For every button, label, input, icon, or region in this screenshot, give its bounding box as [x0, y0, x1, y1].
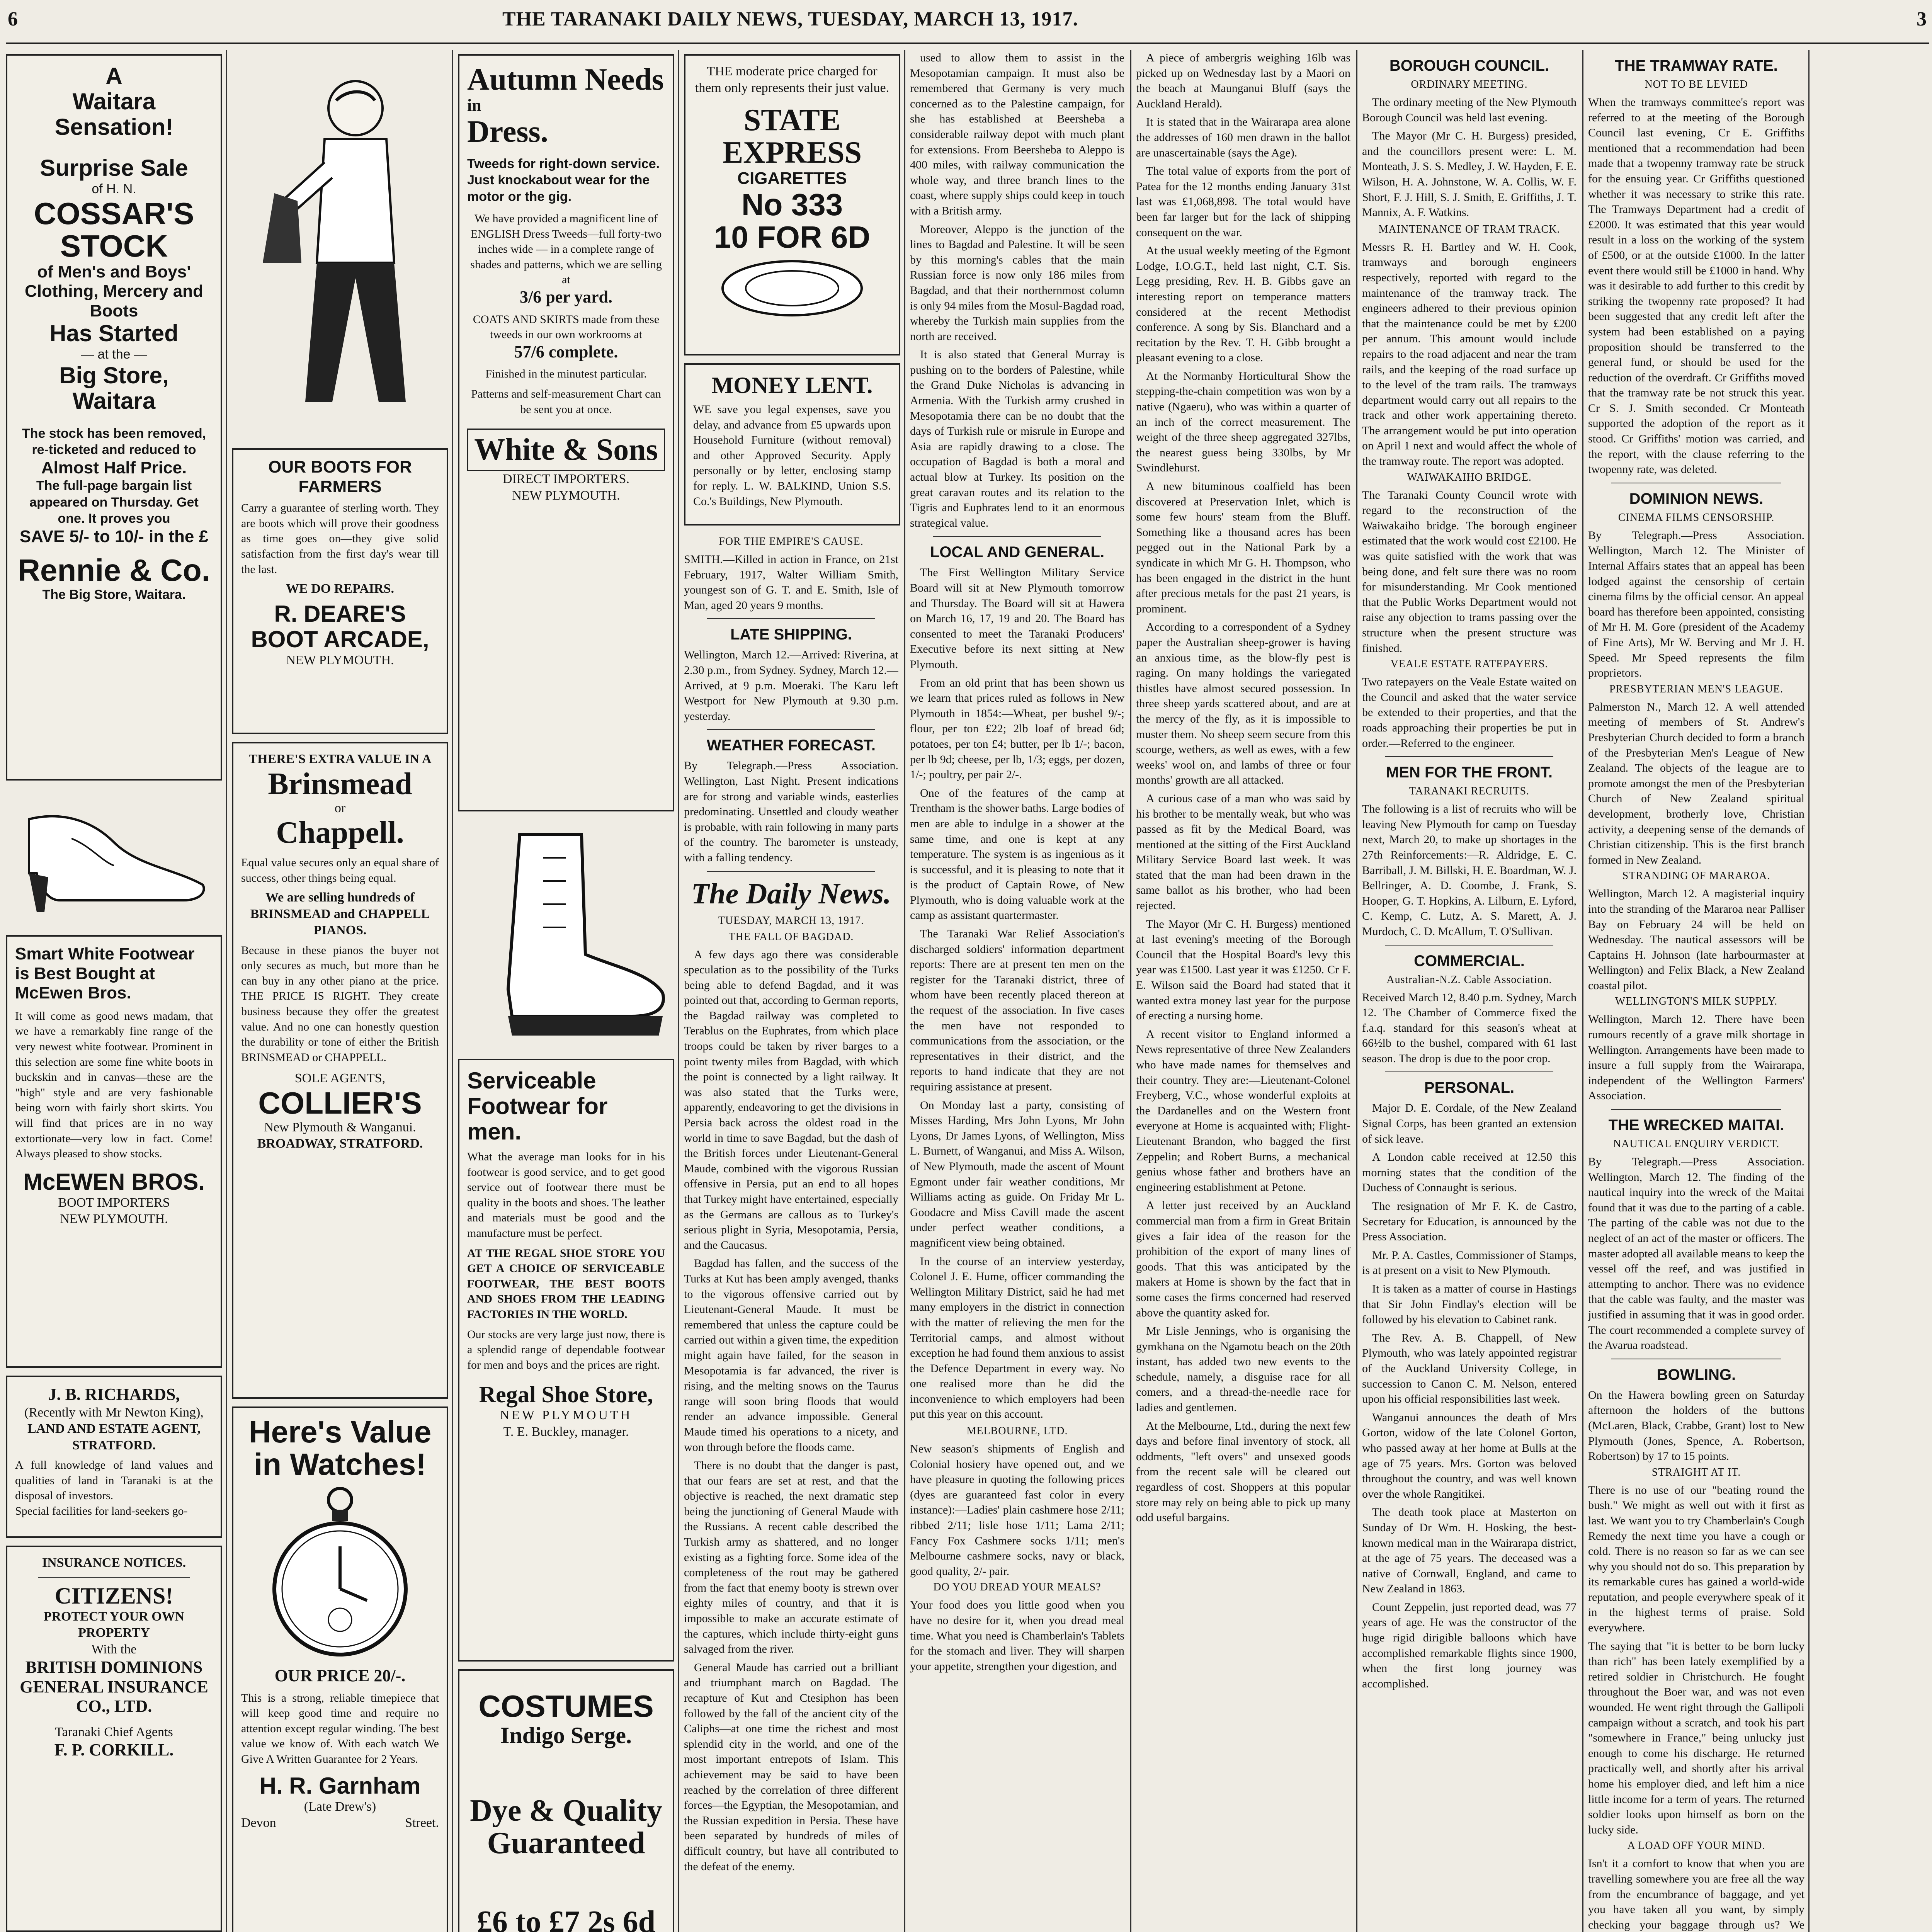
ad-title: Dress. — [467, 114, 548, 149]
column-rule — [678, 50, 679, 1932]
ad-line: BRITISH DOMINIONS GENERAL INSURANCE CO., LTD. — [20, 1658, 208, 1716]
ad-line: Guaranteed — [487, 1826, 645, 1860]
ad-line: A — [105, 63, 122, 89]
ad-body: What the average man looks for in his footwear is good service, and to get good service out of footwear there must be quality in the boots and shoes. The leather and materials must be good and the manufacture must be perfect. — [467, 1150, 665, 1240]
section-subtitle: TARANAKI RECRUITS. — [1409, 785, 1530, 798]
ad-line: The Big Store, Waitara. — [42, 587, 186, 602]
paragraph: A few days ago there was considerable speculation as to the possibility of the Turks being able to defend Bagdad, and it was pointed out that, according to German reports, the Bagdad railway was completed to Terablus on the Euphrates, from which place troops could be taken by river barges to a point twenty miles from Bagdad, with which the point is connected by a light railway. It was also stated that the Turks were, apparently, endeavoring to get the divisions in Persia back across the oldest road in the world in time to save Bagdad, but the dash of the British forces under Lieutenant-General Maude, combined with the vigorous Russian offensive in Persia, put an end to all hopes that Turkey might have entertained, especially as the Germans are callous as to Turkey's serious plight in Syria, Mesopotamia, Persia, and the Caucasus. — [684, 948, 898, 1252]
section-title: FOR THE EMPIRE'S CAUSE. — [719, 536, 864, 548]
section-subtitle: A LOAD OFF YOUR MIND. — [1627, 1840, 1765, 1852]
paragraph: On Monday last a party, consisting of Misses Harding, Mrs John Lyons, Mr John Lyons, Dr James Lyons, of Wellington, Miss L. Burnett, of Wanganui, and Miss A. Wilson, of New Plymouth, made the ascent of Mount Egmont under fair weather conditions, Mr Williams acting as guide. On Friday Mr L. Goodacre and Miss Cavill made the ascent under perfect weather conditions, a magnificent view being obtained. — [910, 1099, 1124, 1249]
column-rule — [1582, 50, 1583, 1932]
column-rule — [452, 50, 453, 1932]
paragraph: Two ratepayers on the Veale Estate waited on the Council and asked that the water service be extended to their properties, and that the roads approaching their properties be put in order.—Referred to the engineer. — [1362, 675, 1577, 750]
ad-note: Special facilities for land-seekers go- — [15, 1504, 188, 1517]
paragraph: The following is a list of recruits who will be leaving New Plymouth for camp on Tuesday next, March 20, to make up shortages in the 27th Reinforcements:—R. Aldridge, E. C. Barriball, J. M. Billski, H. E. Boardman, W. J. Bellringer, A. D. Coombe, J. Frank, S. Hooper, G. T. Hopkins, A. Lilburn, E. Lyford, C. Kemp, C. Lutz, A. S. Marett, A. J. Murdoch, C. D. McAllum, T. O'Sullivan. — [1362, 803, 1577, 938]
ad-line: BOOT ARCADE, — [251, 626, 429, 652]
ad-address-left: Devon — [241, 1816, 276, 1830]
ad-body: We have provided a magnificent line of ENGLISH Dress Tweeds—full forty-two inches wide — in a complete range of shades and patterns, which we are selling at — [470, 212, 662, 286]
shoe-illustration — [6, 788, 222, 927]
ad-name: Regal Shoe Store, — [479, 1382, 653, 1408]
section-title: DO YOU DREAD YOUR MEALS? — [933, 1581, 1101, 1594]
ad-body: Equal value secures only an equal share of success, other things being equal. — [241, 856, 439, 884]
ad-body: Tweeds for right-down service. Just knockabout wear for the motor or the gig. — [467, 156, 660, 204]
ad-brand: STATE EXPRESS — [722, 103, 862, 170]
ad-line: Rennie & Co. — [18, 553, 210, 588]
ad-line: PROTECT YOUR OWN PROPERTY — [43, 1609, 185, 1640]
paragraph: Isn't it a comfort to know that when you are travelling somewhere you are free all the way from the encumbrance of baggage, and yet you have taken all you want, by simply checking your baggage through us? We — [1588, 1857, 1804, 1931]
section-title: LATE SHIPPING. — [730, 626, 852, 643]
man-with-boot-icon — [240, 62, 448, 440]
paragraph: Wellington, March 12. A magisterial inquiry into the stranding of the Mararoa near Palliser Bay on February 24 will be held on Wednesday. The nautical assessors will be Captains H. Johnson (late harbourmaster at Wellington) and Felix Black, a New Zealand coastal pilot. — [1588, 887, 1804, 992]
column-rule — [1130, 50, 1131, 1932]
ad-money-lent — [684, 363, 900, 526]
notice-body: SMITH.—Killed in action in France, on 21st February, 1917, Walter William Smith, youngest son of G. T. and E. Smith, Isle of Man, aged 20 years 9 months. — [684, 553, 898, 612]
paragraph: Bagdad has fallen, and the success of the Turks at Kut has been amply avenged, thanks to the vigorous offensive carried out by Lieutenant-General Maude. It must be remembered that unless the capture could be carried out within a given time, the expedition might again have failed, for the season in Mesopotamia is far advanced, the river is rising, and the melting snows on the Taurus range will soon bring floods that would render an advance impossible. General Maude timed his operations to a nicety, and won through before the floods came. — [684, 1257, 898, 1454]
column-8-text — [1588, 50, 1804, 1932]
ad-line: Dye & Quality — [470, 1794, 662, 1828]
ad-line: Has Started — [49, 320, 179, 347]
column-rule — [1356, 50, 1357, 1932]
paragraph: A piece of ambergris weighing 16lb was picked up on Wednesday last by a Maori on the beach at Maunganui Bluff (says the Auckland Herald). — [1136, 51, 1350, 110]
paragraph: Received March 12, 8.40 p.m. Sydney, March 12. The Chamber of Commerce fixed the f.a.q. standard for this season's wheat at 66½lb to the bushel, compared with 61 last season. The drop is due to the poor crop. — [1362, 991, 1577, 1065]
section-subtitle: STRAIGHT AT IT. — [1651, 1466, 1741, 1478]
ad-line: Taranaki Chief Agents — [55, 1725, 173, 1739]
ad-sub: BOOT IMPORTERS — [58, 1195, 170, 1210]
masthead-name: The Daily News. — [691, 877, 891, 910]
ad-line: COSSAR'S — [34, 196, 194, 231]
paragraph: The ordinary meeting of the New Plymouth Borough Council was held last evening. — [1362, 96, 1577, 124]
bootmaker-illustration — [232, 54, 448, 440]
ad-line: The full-page bargain list appeared on Thursday. Get one. It proves you — [29, 478, 199, 526]
ad-line: Brinsmead — [268, 767, 412, 801]
ad-owner: T. E. Buckley, manager. — [503, 1424, 629, 1439]
section-subtitle: Australian-N.Z. Cable Association. — [1386, 973, 1552, 986]
ad-line: of H. N. — [92, 182, 136, 196]
ad-place: NEW PLYMOUTH — [500, 1408, 633, 1423]
ad-body: It will come as good news madam, that we have a remarkably fine range of the very newest white footwear. Prominent in this selection are some fine white boots in buckskin and in canvas—these are the "high" style and are very fashionable being worn with fairly short skirts. You will find that prices are in no way extortionate—very low in fact. Come! Always pleased to show stocks. — [15, 1009, 213, 1160]
section-title: BOWLING. — [1656, 1366, 1736, 1383]
ad-watches — [232, 1406, 448, 1932]
ad-body: Carry a guarantee of sterling worth. They are boots which will prove their goodness as time goes on—they give solid satisfaction from the first day's wear till the last. — [241, 502, 439, 576]
ad-title: Autumn Needs — [467, 63, 664, 97]
paragraph: One of the features of the camp at Trentham is the shower baths. Large bodies of men are able to indulge in a shower at the same time, and one is kept at any temperature. The system is as ingenious as it is successful, and it is pleasing to note that it is the product of Captain Rowe, of New Plymouth, who is doing valuable work at the camp as assistant quartermaster. — [910, 786, 1124, 922]
paragraph: The death took place at Masterton on Sunday of Dr Wm. H. Hosking, the best-known medical man in the Wairarapa district, at the age of 75 years. The deceased was a native of Cornwall, England, and came to New Zealand in 1863. — [1362, 1506, 1577, 1595]
ad-brinsmead — [232, 742, 448, 1399]
paragraph: The total value of exports from the port of Patea for the 12 months ending January 31st last was £1,068,898. The total would have been far larger but for the lack of shipping consequent on the war. — [1136, 165, 1350, 239]
section-subtitle: STRANDING OF MARAROA. — [1622, 870, 1770, 882]
paragraph: Wanganui announces the death of Mrs Gorton, widow of the late Colonel Gorton, who passed away at her home at Bulls at the age of 75 years. Mrs. Gorton was beloved throughout the country, and was well known over the whole Rangitikei. — [1362, 1411, 1577, 1500]
paragraph: A letter just received by an Auckland commercial man from a firm in Great Britain gives a fair idea of the reason for the prohibition of the export of many lines of goods. That this was anticipated by the makers at Home is shown by the fact that in some cases the firms concerned had reserved above the quantity asked for. — [1136, 1199, 1350, 1319]
section-title: BOROUGH COUNCIL. — [1389, 57, 1549, 74]
ad-line: F. P. CORKILL. — [54, 1740, 174, 1760]
ad-title: MONEY LENT. — [711, 372, 873, 398]
ad-line: or — [334, 801, 346, 815]
ad-line: Big Store, Waitara — [59, 362, 169, 414]
ad-insurance — [6, 1546, 222, 1932]
ad-body: WE save you legal expenses, save you delay, and advance from £5 upwards upon Household Furniture (without removal) and other Approved Security. Apply personally or by letter, enclosing stamp for reply. L. W. BALKIND, Union S.S. Co.'s Buildings, New Plymouth. — [693, 403, 891, 508]
paragraph: Mr Lisle Jennings, who is organising the gymkhana on the Ngamotu beach on the 20th instant, has added two new events to the schedule, namely, a disguise race for all comers, and a thread-the-needle race for ladies and gentlemen. — [1136, 1325, 1350, 1414]
ad-title: in — [467, 96, 481, 115]
ad-body: Finished in the minutest particular. — [485, 367, 647, 381]
ad-line: CITIZENS! — [54, 1583, 173, 1609]
paragraph: The Mayor (Mr C. H. Burgess) presided, and the councillors present were: L. M. Monteath, J. S. S. Medley, J. W. Hayden, F. E. Wilson, H. A. Johnstone, W. A. Collis, W. F. Short, F. J. Hill, S. J. Smith, E. Griffiths, J. T. Mannix, A. F. Watkins. — [1362, 129, 1577, 219]
ladies-shoe-icon — [14, 796, 214, 920]
ad-state-express — [684, 54, 900, 355]
section-title: MEN FOR THE FRONT. — [1386, 764, 1553, 781]
editorial-continued — [910, 50, 1124, 531]
ad-body: Our stocks are very large just now, there is a splendid range of dependable footwear for men and boys and the prices are right. — [467, 1328, 665, 1371]
ad-mcewen — [6, 935, 222, 1368]
ad-line: The stock has been removed, re-ticketed and reduced to — [22, 426, 206, 457]
ad-deare-boots — [232, 448, 448, 734]
ad-sub: DIRECT IMPORTERS. — [503, 472, 629, 486]
ad-sub: NEW PLYMOUTH. — [512, 488, 620, 503]
ad-line: LAND AND ESTATE AGENT, — [27, 1422, 201, 1436]
paragraph: It is also stated that General Murray is pushing on to the borders of Palestine, while the Grand Duke Nicholas is advancing in Armenia. With the Turkish army crushed in Mesopotamia there can be no doubt that the days of Turkish rule or misrule in Europe and Asia are rapidly drawing to a close. The occupation of Bagdad is both a moral and actual blow at Turkey. Its position on the great caravan routes and its relation to the Tigris and Euphrates lend to it an enormous strategical value. — [910, 348, 1124, 529]
paragraph: There is no use of our "beating round the bush." We might as well out with it first as last. We want you to try Chamberlain's Cough Remedy the next time you have a cough or cold. There is no reason so far as we can see why you should not do so. This preparation by its remarkable cures has gained a world-wide reputation, and people everywhere speak of it in the highest terms of praise. Sold everywhere. — [1588, 1483, 1804, 1634]
paragraph: At the Melbourne, Ltd., during the next few days and before final inventory of stock, all oddments, "left overs" and unsexed goods from the recent sale will be cleared out regardless of cost. Shoppers at this popular store may rely on being able to pick up many odd useful bargains. — [1136, 1419, 1350, 1524]
ad-title: INSURANCE NOTICES. — [42, 1556, 186, 1570]
section-title: WEATHER FORECAST. — [706, 737, 876, 754]
paragraph: The Taranaki War Relief Association's discharged soldiers' information department reports: There are at present ten men on the register for the Taranaki district, three of whom have been recently placed thereon at the request of the association. In five cases the men have not responded to communications from the association, or the representatives in their district, and the reports to hand indicate that they are not requiring assistance at present. — [910, 927, 1124, 1093]
ad-body: Because in these pianos the buyer not only secures as much, but more than he can buy in any other piano at the price. THE PRICE IS RIGHT. They create business because they offer the greatest value. And no one can honestly question the durability or tone of either the British BRINSMEAD or CHAPPELL. — [241, 944, 439, 1064]
paragraph: Count Zeppelin, just reported dead, was 77 years of age. He was the constructor of the huge rigid dirigible balloons which have accomplished remarkable flights since 1900, when the first long journey was accomplished. — [1362, 1600, 1577, 1690]
ad-agents: SOLE AGENTS, — [294, 1071, 386, 1086]
ad-richards — [6, 1376, 222, 1538]
paragraph: Palmerston N., March 12. A well attended meeting of members of St. Andrew's Presbyterian Church decided to form a branch of the Presbyterian Men's League of New Zealand. The objects of the league are to promote amongst the men of the Presbyterian Church of New Zealand spiritual development, brotherly love, Christian activity, a deepening sense of the demands of Christian citizenship. This is the first branch formed in New Zealand. — [1588, 700, 1804, 866]
ad-cossar-sale — [6, 54, 222, 781]
section-subtitle: WAIWAKAIHO BRIDGE. — [1407, 471, 1532, 483]
ad-num: No 333 — [741, 187, 843, 222]
ad-body: Patterns and self-measurement Chart can be sent you at once. — [471, 388, 661, 416]
ad-line: THERE'S EXTRA VALUE IN A — [248, 752, 432, 766]
column-rule — [904, 50, 905, 1932]
ad-costumes — [458, 1669, 674, 1932]
section-title: MELBOURNE, LTD. — [966, 1425, 1068, 1437]
ad-price: 10 FOR 6D — [714, 219, 871, 254]
ad-address-right: Street. — [405, 1816, 439, 1830]
section-subtitle: CINEMA FILMS CENSORSHIP. — [1618, 511, 1775, 524]
ad-line: STRATFORD. — [72, 1438, 156, 1452]
ad-place: NEW PLYMOUTH. — [286, 653, 394, 667]
paragraph: The First Wellington Military Service Board will sit at New Plymouth tomorrow and Thursday. The Board will sit at Hawera on March 16, 17, 19 and 20. The Board has consented to meet the Taranaki Producers' Executive before its next sitting at New Plymouth. — [910, 566, 1124, 671]
section-title: COMMERCIAL. — [1414, 952, 1525, 969]
paragraph: It is stated that in the Wairarapa area alone the addresses of 160 men drawn in the ballot are unascertainable (says the Age). — [1136, 116, 1350, 159]
paragraph: A London cable received at 12.50 this morning states that the condition of the Duchess of Connaught is serious. — [1362, 1151, 1577, 1194]
ad-price: OUR PRICE 20/-. — [274, 1666, 406, 1685]
ad-body: COATS AND SKIRTS made from these tweeds in our own workrooms at — [473, 313, 660, 341]
paragraph: The Rev. A. B. Chappell, of New Plymouth, who was lately appointed registrar of the Auckland University College, in succession to Canon C. M. Nelson, entered upon his official responsibilities last week. — [1362, 1331, 1577, 1406]
ad-sub: CIGARETTES — [737, 169, 847, 188]
notice-body: Wellington, March 12.—Arrived: Riverina, at 2.30 p.m., from Sydney. Sydney, March 12.—Arrived, at 9 p.m. Moeraki. The Karu left Westport for New Plymouth at 9.30 p.m. yesterday. — [684, 648, 898, 723]
page-header — [0, 0, 1932, 46]
column-rule — [1808, 50, 1810, 1932]
paragraph: Your food does you little good when you have no desire for it, when you dread meal time. What you need is Chamberlain's Tablets for the stomach and liver. They will sharpen your appetite, strengthen your digestion, and — [910, 1599, 1124, 1673]
section-title: DOMINION NEWS. — [1629, 490, 1764, 507]
ad-name: McEWEN BROS. — [23, 1168, 205, 1195]
paragraph: When the tramways committee's report was referred to at the meeting of the Borough Council last evening, Cr E. Griffiths mentioned that a recommendation had been made that a twopenny tramway rate be struck for the ensuing year. Cr Griffiths questioned whether it was necessary to strike this rate. The Tramways Department had a credit of £2000. It was estimated that this year would result in a loss on the working of the system of £500, or at the outside £1000. In the latter event there would still be £1000 in hand. Why was it desirable to add further to this credit by striking the twopenny rate proposed? It had been suggested that any credit left after the system had been established on a paying proposition should be transferred to the general fund, or should be used for the reduction of the overdraft. Cr Griffiths moved that the tramway rate be not struck this year. Cr S. J. Smith seconded. Cr Monteath supported the adoption of the report as it stood. Cr Griffiths' motion was carried, and the report, with the clause referring to the twopenny rate, was deleted. — [1588, 96, 1804, 476]
paragraph: From an old print that has been shown us we learn that prices ruled as follows in New Plymouth in 1854:—Wheat, per bushel 9/-; flour, per ton £22; 2lb loaf of bread 6d; potatoes, per ton £4; butter, per lb 1/-; bacon, per lb 9d; cheese, per lb, 1/3; eggs, per dozen, 1/-; poultry, per pair 2/-. — [910, 676, 1124, 781]
paragraph: General Maude has carried out a brilliant and triumphant march on Bagdad. The recapture of Kut and Ctesiphon has been followed by the fall of the ancient city of the Caliphs—at one time the richest and most splendid city in the world, and one of the most important entrepots of Islam. This achievement may be said to have been reached by the correlation of three different forces—the Egyptian, the Mesopotamian, and the Russian expedition in Persia. These have been separated by hundreds of miles of difficult country, but have all contributed to the defeat of the enemy. — [684, 1661, 898, 1873]
ad-name: J. B. RICHARDS, — [48, 1385, 180, 1404]
column-6-text — [1136, 50, 1350, 1932]
section-subtitle: WELLINGTON'S MILK SUPPLY. — [1615, 995, 1778, 1008]
ad-title: Serviceable Footwear for men. — [467, 1068, 608, 1145]
ad-line: Chappell. — [276, 816, 404, 850]
local-news — [910, 565, 1124, 1422]
paragraph: used to allow them to assist in the Mesopotamian campaign. It must also be remembered that Germany is very much concerned as to the Palestine campaign, for she has established at Beersheba a considerable railway depot with much plant for extensions. From Beersheba to Aleppo is 400 miles, with railway communication the whole way, and three branch lines to the coast, where supply ships could keep in touch with a British army. — [910, 51, 1124, 217]
header-rule — [6, 43, 1929, 44]
ad-name: H. R. Garnham — [259, 1772, 421, 1799]
paragraph: A curious case of a man who was said by his brother to be mentally weak, but who was passed as fit by the Medical Board, was mentioned at the sitting of the First Auckland Military Service Board last week. It was stated that the man had been drawn in the same ballot as his brother, who had been rejected. — [1136, 792, 1350, 912]
paragraph: According to a correspondent of a Sydney paper the Australian sheep-grower is having an anxious time, as the blow-fly pest is raging. On many holdings the variegated thistles have almost secured possession. In three sheep yards scattered about, and are at the mercy of the fly, as it is impossible to muster them. No sheep seem secure from this scourge, wethers, as well as ewes, with a few weeks' wool on, and lambs of three or four months' growth are all attacked. — [1136, 621, 1350, 787]
paragraph: A recent visitor to England informed a News representative of three New Zealanders who have made names for themselves and their country. They are:—Lieutenant-Colonel Freyberg, V.C., whose wonderful exploits at the Dardanelles and on the Western front everyone at Home is acquainted with; Flight-Lieutenant Brandon, who bagged the first Zeppelin; and Robert Burns, a mechanical genius whose father and brothers have an engineering establishment at Petone. — [1136, 1027, 1350, 1194]
page-number: 6 — [8, 8, 18, 30]
section-subtitle: ORDINARY MEETING. — [1411, 78, 1528, 90]
local-news-continued — [1136, 50, 1350, 1526]
personal-notes — [1362, 1100, 1577, 1691]
pocket-watch-icon — [270, 1485, 410, 1662]
paragraph: It is taken as a matter of course in Hastings that Sir John Findlay's election will be followed by his elevation to Cabinet rank. — [1362, 1282, 1577, 1326]
paragraph: Wellington, March 12. There have been rumours recently of a grave milk shortage in Wellington. Arrangements have been made to insure a full supply from the Wairarapa, independent of the Wellington Farmers' Association. — [1588, 1013, 1804, 1102]
paragraph: By Telegraph.—Press Association. Wellington, March 12. The Minister of Internal Affairs states that an appeal has been lodged against the censorship of certain cinema films by the official censor. An appeal board has therefore been appointed, consisting of Mr H. M. Gore (president of the Academy of Fine Arts), Mr W. Berving and Mr J. H. Speed. Mr Speed represents the film proprietors. — [1588, 529, 1804, 680]
paragraph: Moreover, Aleppo is the junction of the lines to Bagdad and Palestine. It will be seen by this morning's cables that the main Russian force is now only 186 miles from Bagdad, and that their northernmost column is only 94 miles from the Mosul-Bagdad road, whereby the Turkish main supplies from the north are received. — [910, 223, 1124, 343]
ad-price: 3/6 per yard. — [520, 287, 612, 307]
ad-white-sons — [458, 54, 674, 811]
ad-title: Here's Value in Watches! — [248, 1415, 432, 1481]
column-4-text — [684, 533, 898, 1932]
notice-body: By Telegraph.—Press Association. Wellington, Last Night. Present indications are for strong and variable winds, easterlies predominating. Unsettled and cloudy weather is probable, with rain following in many parts of the country. The barometer is unsteady, with a falling tendency. — [684, 759, 898, 864]
ad-line: Waitara — [72, 88, 156, 114]
paragraph: Messrs R. H. Bartley and W. H. Cook, tramways and borough engineers respectively, reported with regard to the maintenance of the tramway track. The engineers adhered to their previous opinion that the maintenance could be met by £200 per annum. This amount would include repairs to the road adjacent and near the tram rails, and the keeping of the road surface up to the level of the tram rails. The tramways department would carry out all repairs to the track and other work appertaining thereto. The arrangement would be put into operation on April 1 next and would affect the whole of the tramway route. The report was adopted. — [1362, 240, 1577, 468]
ad-name: R. DEARE'S — [274, 600, 406, 627]
section-subtitle: NOT TO BE LEVIED — [1645, 78, 1748, 90]
section-title: THE WRECKED MAITAI. — [1608, 1117, 1784, 1134]
ad-line: Sensation! — [54, 114, 173, 140]
ad-line: With the — [91, 1642, 137, 1656]
column-7-text — [1362, 50, 1577, 1932]
ad-addr: BROADWAY, STRATFORD. — [257, 1136, 423, 1151]
paragraph: Major D. E. Cordale, of the New Zealand Signal Corps, has been granted an extension of sick leave. — [1362, 1102, 1577, 1145]
ad-line: of Men's and Boys' Clothing, Mercery and Boots — [24, 262, 204, 320]
paragraph: At the usual weekly meeting of the Egmont Lodge, I.O.G.T., held last night, C.T. Sis. Legg presiding, Rev. H. B. Gibbs gave an interesting report on temperance matters considered at the recent Methodist conference. A song by Sis. Blanchard and a recitation by the Rev. T. H. Gibb brought a pleasant evening to a close. — [1136, 244, 1350, 364]
section-title: THE TRAMWAY RATE. — [1615, 57, 1778, 74]
ad-line: — at the — — [81, 347, 147, 362]
paragraph: The resignation of Mr F. K. de Castro, Secretary for Education, is announced by the Press Association. — [1362, 1200, 1577, 1243]
ad-line: THE moderate price charged for them only represents their just value. — [695, 64, 889, 95]
section-subtitle: VEALE ESTATE RATEPAYERS. — [1390, 658, 1548, 670]
ad-sub: (Late Drew's) — [304, 1799, 376, 1814]
paragraph: Mr. P. A. Castles, Commissioner of Stamps, is at present on a visit to New Plymouth. — [1362, 1248, 1577, 1277]
paragraph: New season's shipments of English and Colonial hosiery have opened out, and we have pleasure in quoting the following prices (dyes are guaranteed fast color in every instance):—Ladies' plain cashmere hose 2/11; ribbed 2/11; lisle hose 1/11; Lama 2/11; Fancy Fox Cashmere socks 1/11; men's Melbourne cashmere socks, navy or black, good quality, 2/- pair. — [910, 1442, 1124, 1578]
section-subtitle: PRESBYTERIAN MEN'S LEAGUE. — [1609, 683, 1784, 695]
ad-line: Indigo Serge. — [500, 1723, 632, 1748]
page-number-right: 3 — [1917, 8, 1927, 30]
paragraph: The Taranaki County Council wrote with regard to the reconstruction of the Waiwakaiho bridge. The borough engineer estimated that the work would cost £2100. He was quite satisfied with the work that was being done, and felt sure there was no room for misunderstanding. Mr Cook mentioned that the Public Works Department would not raise any objection to trams passing over the structure when the present structure was finished. — [1362, 488, 1577, 655]
ad-name: White & Sons — [467, 429, 665, 471]
section-subtitle: NAUTICAL ENQUIRY VERDICT. — [1613, 1138, 1780, 1150]
column-rule — [226, 50, 227, 1932]
masthead-date: TUESDAY, MARCH 13, 1917. — [718, 914, 864, 927]
column-5-text — [910, 50, 1124, 1932]
ad-line: Surprise Sale — [40, 155, 188, 181]
paragraph: There is no doubt that the danger is past, that our fears are set at rest, and that the objective is reached, the next dramatic step being the junctioning of General Maude with the Russians. A recent cable described the Turkish army as shattered, and no longer existing as a fighting force. Some idea of the completeness of the rout may be gathered from the fact that enemy booty is strewn over eighty miles of country, and that it is impossible to make an accurate estimate of the captures, which include thirty-eight guns salvaged from the river. — [684, 1459, 898, 1656]
ad-body: This is a strong, reliable timepiece that will keep good time and require no attention except regular winding. The best value we know of. With each watch We Give A Written Guarantee for 2 Years. — [241, 1691, 439, 1765]
boot-illustration — [458, 819, 674, 1051]
ad-line: COSTUMES — [478, 1689, 654, 1723]
ad-line: £6 to £7 2s 6d — [476, 1905, 656, 1932]
ad-address — [241, 1815, 439, 1832]
ad-line: SAVE 5/- to 10/- in the £ — [19, 527, 209, 546]
ad-body: We are selling hundreds of BRINSMEAD and CHAPPELL PIANOS. — [250, 890, 430, 938]
masthead-line: THE TARANAKI DAILY NEWS, TUESDAY, MARCH 13, 1917. — [502, 8, 1078, 30]
paragraph: In the course of an interview yesterday, Colonel J. E. Hume, officer commanding the Wellington Military District, said he had met many employers in the district in connection with the matter of relieving the men for the Territorial camps, and almost without exception he had found them anxious to assist the Defence Department in every way. No one realised more than he did the inconvenience to which employers had been put this year on this account. — [910, 1255, 1124, 1421]
ad-place: New Plymouth & Wanganui. — [264, 1120, 416, 1134]
ad-body: AT THE REGAL SHOE STORE YOU GET A CHOICE OF SERVICEABLE FOOTWEAR, THE BEST BOOTS AND SHOES FROM THE LEADING FACTORIES IN THE WORLD. — [467, 1247, 665, 1321]
ad-regal-shoe — [458, 1059, 674, 1662]
paragraph: At the Normanby Horticultural Show the stepping-the-chain competition was won by a native (Ngaeru), who was within a quarter of an inch of the correct measurement. The weight of the three sheep aggregated 327lbs, the nearest guess being 330lbs, by Mr Swindlehurst. — [1136, 369, 1350, 474]
ad-repairs: WE DO REPAIRS. — [286, 582, 394, 596]
ad-name: COLLIER'S — [258, 1085, 422, 1120]
paragraph: The saying that "it is better to be born lucky than rich" has been lately exemplified by a retired soldier in Christchurch. He fought throughout the Boer war, and was not even wounded. He went right through the Gallipoli campaign without a scratch, and took his part "somewhere in France," being unlucky just enough to come his discharge. He returned practically well, and shortly after his arrival home his employer died, and left him a nice little income for a term of years. The returned soldier looks upon himself as born on the lucky side. — [1588, 1639, 1804, 1836]
section-title: PERSONAL. — [1424, 1079, 1515, 1097]
ad-price: 57/6 complete. — [514, 342, 618, 361]
editorial-body — [684, 947, 898, 1874]
editorial-title: THE FALL OF BAGDAD. — [728, 930, 854, 943]
ad-line: STOCK — [60, 228, 168, 263]
paragraph: A new bituminous coalfield has been discovered at Preservation Inlet, which is some few hours' steam from the Bluff. Something like a thousand acres has been pegged out in the National Park by a syndicate in which Mr G. H. Thompson, who has been engaged in the district in the hunt after precious metals for the past 21 years, is prominent. — [1136, 480, 1350, 615]
ad-place: NEW PLYMOUTH. — [60, 1212, 168, 1226]
ad-title: Smart White Footwear is Best Bought at McEwen Bros. — [15, 944, 195, 1003]
cigarette-tin-icon — [711, 257, 873, 319]
mens-boot-icon — [466, 827, 674, 1051]
paragraph: On the Hawera bowling green on Saturday afternoon the holders of the buttons (McLaren, Black, Crabbe, Grant) lost to New Plymouth (Jones, Spence, A. Robertson, Robertson) by 17 to 15 points. — [1588, 1388, 1804, 1463]
ad-body: A full knowledge of land values and qualities of land in Taranaki is at the disposal of investors. — [15, 1459, 213, 1502]
paragraph: By Telegraph.—Press Association. Wellington, March 12. The finding of the nautical inquiry into the wreck of the Maitai found that it was due to the parting of a cable. The parting of the cable was not due to the neglect of an act of the master or officers. The master adopted all available means to keep the vessel off the reef, and was justified in attempting to anchor. There was no evidence that the cable was faulty, and the master was justified in assuming that it was in good order. The court recommended a complete survey of the Avarua roadstead. — [1588, 1155, 1804, 1352]
ad-line: (Recently with Mr Newton King), — [24, 1405, 204, 1420]
ad-line: Almost Half Price. — [41, 458, 187, 477]
council-report — [1362, 95, 1577, 220]
ad-title: OUR BOOTS FOR FARMERS — [268, 457, 412, 496]
section-title: LOCAL AND GENERAL. — [930, 544, 1105, 561]
paragraph: The Mayor (Mr C. H. Burgess) mentioned at last evening's meeting of the Borough Council that the Hospital Board's levy this year was £1500. Last year it was £1250. Cr F. E. Wilson said the Board had stated that it wanted extra money last year for the purpose of erecting a nursing home. — [1136, 917, 1350, 1022]
section-subtitle: MAINTENANCE OF TRAM TRACK. — [1378, 223, 1560, 235]
